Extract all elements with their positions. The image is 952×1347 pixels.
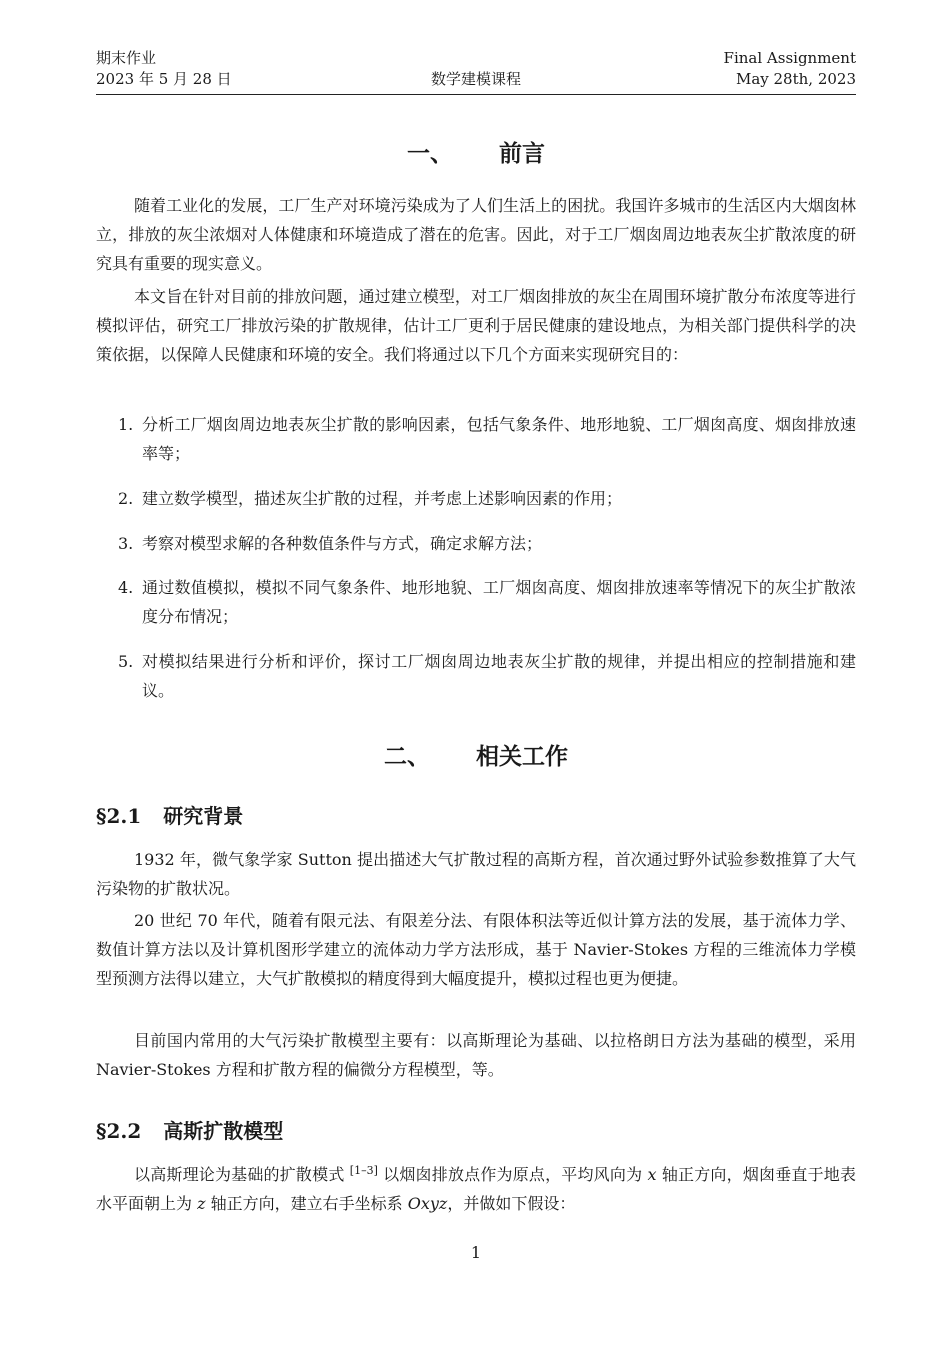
subsection-number: §2.1: [96, 804, 142, 828]
list-text: 分析工厂烟囱周边地表灰尘扩散的影响因素，包括气象条件、地形地貌、工厂烟囱高度、烟囱排放速率等；: [142, 415, 856, 463]
subsection-number: §2.2: [96, 1119, 142, 1143]
subsection-heading-background: [96, 803, 856, 829]
subsection-title: 高斯扩散模型: [163, 1119, 284, 1143]
section-title: 相关工作: [476, 743, 568, 770]
paragraph: 1932 年，微气象学家 Sutton 提出描述大气扩散过程的高斯方程，首次通过野外试验参数推算了大气污染物的扩散状况。: [96, 850, 856, 898]
page-number: 1: [470, 1243, 482, 1262]
list-item: [118, 484, 856, 513]
section-heading-related-work: [96, 742, 856, 772]
section-title: 前言: [499, 140, 545, 167]
list-item: [118, 410, 856, 468]
section-number: 二、: [384, 743, 430, 770]
text-run: 轴正方向，建立右手坐标系: [205, 1194, 408, 1213]
math-coordinate-system: Oxyz: [407, 1194, 448, 1213]
list-item: [118, 647, 856, 705]
list-text: 通过数值模拟，模拟不同气象条件、地形地貌、工厂烟囱高度、烟囱排放速率等情况下的灰尘扩散浓度分布情况；: [142, 578, 856, 626]
paragraph: 本文旨在针对目前的排放问题，通过建立模型，对工厂烟囱排放的灰尘在周围环境扩散分布浓度等进行模拟评估，研究工厂排放污染的扩散规律，估计工厂更利于居民健康的建设地点，为相关部门提供科学的决策依据，以保障人民健康和环境的安全。我们将通过以下几个方面来实现研究目的：: [96, 287, 856, 364]
list-marker: 3.: [118, 534, 134, 553]
header-course-type: 期末作业: [96, 49, 157, 67]
paragraph: 20 世纪 70 年代，随着有限元法、有限差分法、有限体积法等近似计算方法的发展，基于流体力学、数值计算方法以及计算机图形学建立的流体动力学方法形成，基于 Navier-Stokes 方程的三维流体力学模型预测方法得以建立，大气扩散模拟的精度得到大幅度提升，模拟过程也更为便捷。: [96, 911, 856, 988]
text-run: 以高斯理论为基础的扩散模式: [134, 1165, 350, 1184]
list-marker: 5.: [118, 652, 134, 671]
list-text: 考察对模型求解的各种数值条件与方式，确定求解方法；: [142, 534, 543, 553]
list-marker: 1.: [118, 415, 134, 434]
header-date-cn: 2023 年 5 月 28 日: [96, 70, 232, 88]
page-header: [96, 48, 856, 95]
list-text: 对模拟结果进行分析和评价，探讨工厂烟囱周边地表灰尘扩散的规律，并提出相应的控制措施和建议。: [142, 652, 856, 700]
text-run: ，并做如下假设：: [447, 1194, 576, 1213]
header-course-name: 数学建模课程: [430, 70, 521, 88]
math-variable-x: x: [647, 1165, 657, 1184]
list-text: 建立数学模型，描述灰尘扩散的过程，并考虑上述影响因素的作用；: [142, 489, 623, 508]
list-item: [118, 529, 856, 558]
subsection-title: 研究背景: [163, 804, 244, 828]
list-marker: 2.: [118, 489, 134, 508]
paragraph: 随着工业化的发展，工厂生产对环境污染成为了人们生活上的困扰。我国许多城市的生活区内大烟囱林立，排放的灰尘浓烟对人体健康和环境造成了潜在的危害。因此，对于工厂烟囱周边地表灰尘扩散浓度的研究具有重要的现实意义。: [96, 196, 856, 273]
header-date-en: May 28th, 2023: [735, 70, 856, 88]
math-variable-z: z: [197, 1194, 206, 1213]
section-heading-introduction: [96, 139, 856, 169]
list-marker: 4.: [118, 578, 134, 597]
citation: [1–3]: [349, 1164, 378, 1177]
paragraph-gaussian-intro: [96, 1160, 856, 1218]
subsection-heading-gaussian-model: [96, 1118, 856, 1144]
text-run: 轴正方向，烟囱垂直于地表水平面朝上为: [96, 1165, 856, 1213]
section-number: 一、: [407, 140, 453, 167]
text-run: 以烟囱排放点作为原点，平均风向为: [377, 1165, 648, 1184]
header-assignment-en: Final Assignment: [723, 49, 856, 67]
list-item: [118, 573, 856, 631]
header-right: [724, 48, 856, 90]
paragraph: 目前国内常用的大气污染扩散模型主要有：以高斯理论为基础、以拉格朗日方法为基础的模型，采用 Navier-Stokes 方程和扩散方程的偏微分方程模型，等。: [96, 1031, 856, 1079]
